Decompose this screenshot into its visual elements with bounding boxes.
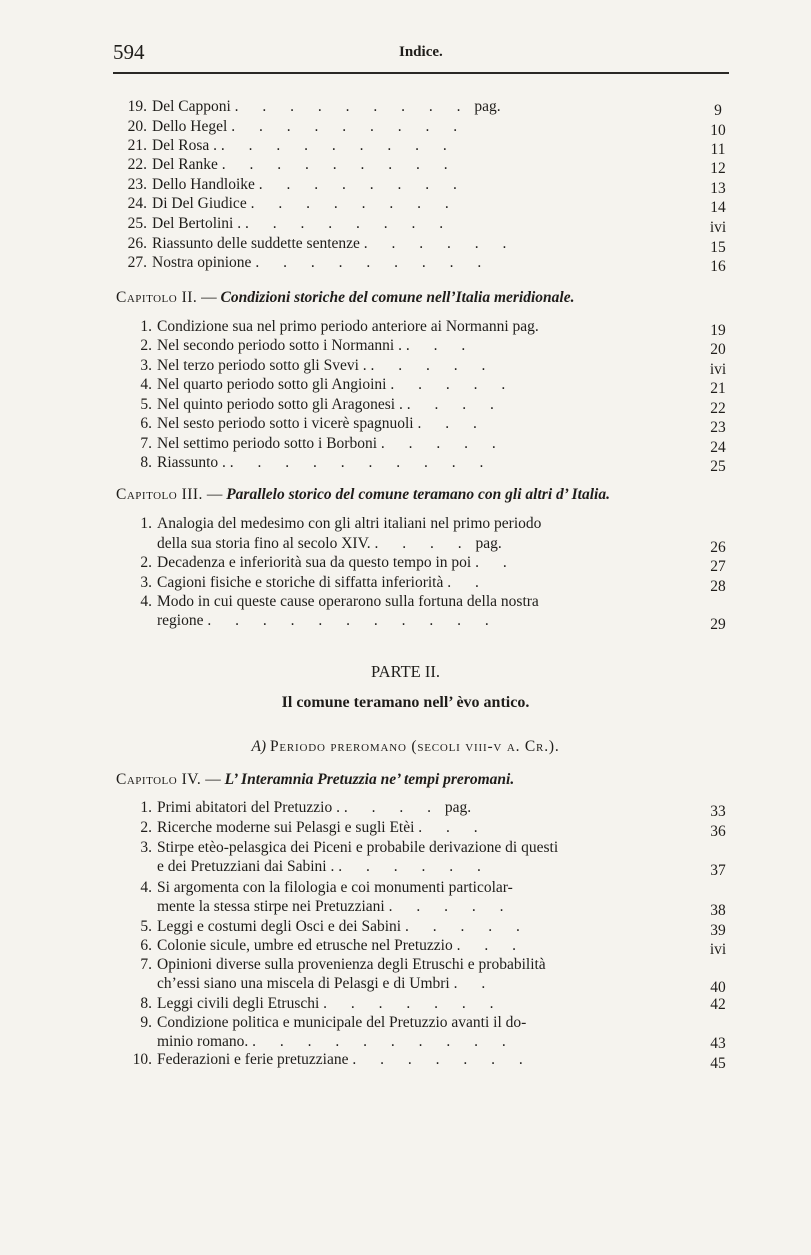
toc-page-ref: 21 xyxy=(710,380,726,397)
toc-page-ref: 9 xyxy=(714,102,722,119)
toc-entry: 20. Dello Hegel . . . . . . . . . xyxy=(127,118,468,135)
toc-entry: 6. Nel sesto periodo sotto i vicerè spagnuoli . . . xyxy=(140,415,487,432)
toc-entry: 5. Nel quinto periodo sotto gli Aragonesi . . . . . xyxy=(140,396,504,413)
chapter-heading: Capitolo II. — Condizioni storiche del comune nell’Italia meridionale. xyxy=(116,289,575,306)
toc-page-ref: 25 xyxy=(710,458,726,475)
toc-entry: 5. Leggi e costumi degli Osci e dei Sabini . . . . . xyxy=(140,918,530,935)
toc-entry: 27. Nostra opinione . . . . . . . . . xyxy=(127,254,492,271)
toc-page-ref: 40 xyxy=(710,979,726,996)
toc-entry: 2. Ricerche moderne sui Pelasgi e sugli Etèi . . . xyxy=(140,819,488,836)
toc-entry: 22. Del Ranke . . . . . . . . . xyxy=(127,156,458,173)
toc-page-ref: 29 xyxy=(710,616,726,633)
chapter-heading: Capitolo III. — Parallelo storico del comune teramano con gli altri d’ Italia. xyxy=(116,486,610,503)
toc-page-ref: ivi xyxy=(709,219,727,236)
toc-page-ref: 20 xyxy=(710,341,726,358)
toc-page-ref: 43 xyxy=(710,1035,726,1052)
toc-page-ref: 39 xyxy=(710,922,726,939)
toc-entry: 4. Si argomenta con la filologia e coi monumenti particolar- xyxy=(140,879,513,896)
toc-page-ref: 13 xyxy=(710,180,726,197)
page-number: 594 xyxy=(113,40,145,64)
toc-entry-continuation: ch’essi siano una miscela di Pelasgi e di Umbri . . xyxy=(157,975,496,992)
toc-entry: 1. Primi abitatori del Pretuzzio . . . . . pag. xyxy=(140,799,472,816)
toc-entry: 3. Cagioni fisiche e storiche di siffatta inferiorità . . xyxy=(140,574,489,591)
toc-entry: 9. Condizione politica e municipale del Pretuzzio avanti il do- xyxy=(140,1014,527,1031)
toc-entry: 26. Riassunto delle suddette sentenze . . . . . . xyxy=(127,235,517,252)
chapter-heading: Capitolo IV. — L’ Interamnia Pretuzzia ne’ tempi preromani. xyxy=(116,771,515,788)
toc-entry-continuation: minio romano. . . . . . . . . . . xyxy=(157,1033,516,1050)
page-header xyxy=(113,40,729,70)
toc-entry: 1. Analogia del medesimo con gli altri italiani nel primo periodo xyxy=(140,515,542,532)
toc-page-ref: 15 xyxy=(710,239,726,256)
toc-entry: 19. Del Capponi . . . . . . . . . pag. xyxy=(127,98,501,115)
toc-entry: 7. Nel settimo periodo sotto i Borboni . . . . . xyxy=(140,435,506,452)
toc-page-ref: 26 xyxy=(710,539,726,556)
part-subtitle: Il comune teramano nell’ èvo antico. xyxy=(281,694,530,711)
toc-page-ref: 19 xyxy=(710,322,726,339)
toc-page-ref: 10 xyxy=(710,122,726,139)
toc-entry: 3. Nel terzo periodo sotto gli Svevi . . . . . . xyxy=(140,357,496,374)
toc-entry: 2. Nel secondo periodo sotto i Normanni . . . . xyxy=(140,337,476,354)
toc-page-ref: 23 xyxy=(710,419,726,436)
toc-page-ref: 16 xyxy=(710,258,726,275)
toc-page-ref: 33 xyxy=(710,803,726,820)
toc-entry-continuation: e dei Pretuzziani dai Sabini . . . . . . . xyxy=(157,858,491,875)
toc-page-ref: ivi xyxy=(709,941,727,958)
toc-entry: 21. Del Rosa . . . . . . . . . . xyxy=(127,137,457,154)
toc-page-ref: 36 xyxy=(710,823,726,840)
toc-page-ref: 28 xyxy=(710,578,726,595)
toc-entry: 8. Leggi civili degli Etruschi . . . . . . . xyxy=(140,995,504,1012)
toc-entry: 23. Dello Handloike . . . . . . . . xyxy=(127,176,467,193)
period-heading: A) Periodo preromano (secoli viii-v a. Cr.). xyxy=(251,738,560,755)
toc-page-ref: 12 xyxy=(710,160,726,177)
toc-page-ref: 24 xyxy=(710,439,726,456)
toc-page-ref: 27 xyxy=(710,558,726,575)
toc-page-ref: 38 xyxy=(710,902,726,919)
toc-entry: 24. Di Del Giudice . . . . . . . . xyxy=(127,195,459,212)
part-title: PARTE II. xyxy=(371,662,440,681)
toc-entry: 7. Opinioni diverse sulla provenienza degli Etruschi e probabilità xyxy=(140,956,546,973)
toc-page-ref: 14 xyxy=(710,199,726,216)
toc-entry: 4. Nel quarto periodo sotto gli Angioini . . . . . xyxy=(140,376,516,393)
toc-entry: 6. Colonie sicule, umbre ed etrusche nel Pretuzzio . . . xyxy=(140,937,526,954)
header-rule xyxy=(113,72,729,74)
toc-entry-continuation: mente la stessa stirpe nei Pretuzziani . . . . . xyxy=(157,898,514,915)
running-title: Indice. xyxy=(399,44,443,60)
toc-page-ref: 42 xyxy=(710,996,726,1013)
toc-entry-continuation: della sua storia fino al secolo XIV. . . . . pag. xyxy=(157,535,502,552)
toc-entry: 10. Federazioni e ferie pretuzziane . . . . . . . xyxy=(132,1051,533,1068)
toc-page-ref: 22 xyxy=(710,400,726,417)
toc-entry-continuation: regione . . . . . . . . . . . xyxy=(157,612,499,629)
toc-entry: 4. Modo in cui queste cause operarono sulla fortuna della nostra xyxy=(140,593,539,610)
toc-page-ref: ivi xyxy=(709,361,727,378)
toc-entry: 8. Riassunto . . . . . . . . . . . xyxy=(140,454,494,471)
toc-page-ref: 45 xyxy=(710,1055,726,1072)
toc-entry: 25. Del Bertolini . . . . . . . . . xyxy=(127,215,454,232)
toc-entry: 2. Decadenza e inferiorità sua da questo tempo in poi . . xyxy=(140,554,517,571)
toc-page-ref: 37 xyxy=(710,862,726,879)
toc-page-ref: 11 xyxy=(710,141,726,158)
toc-entry: 1. Condizione sua nel primo periodo anteriore ai Normanni pag. xyxy=(140,318,539,335)
toc-entry: 3. Stirpe etèo-pelasgica dei Piceni e probabile derivazione di questi xyxy=(140,839,559,856)
